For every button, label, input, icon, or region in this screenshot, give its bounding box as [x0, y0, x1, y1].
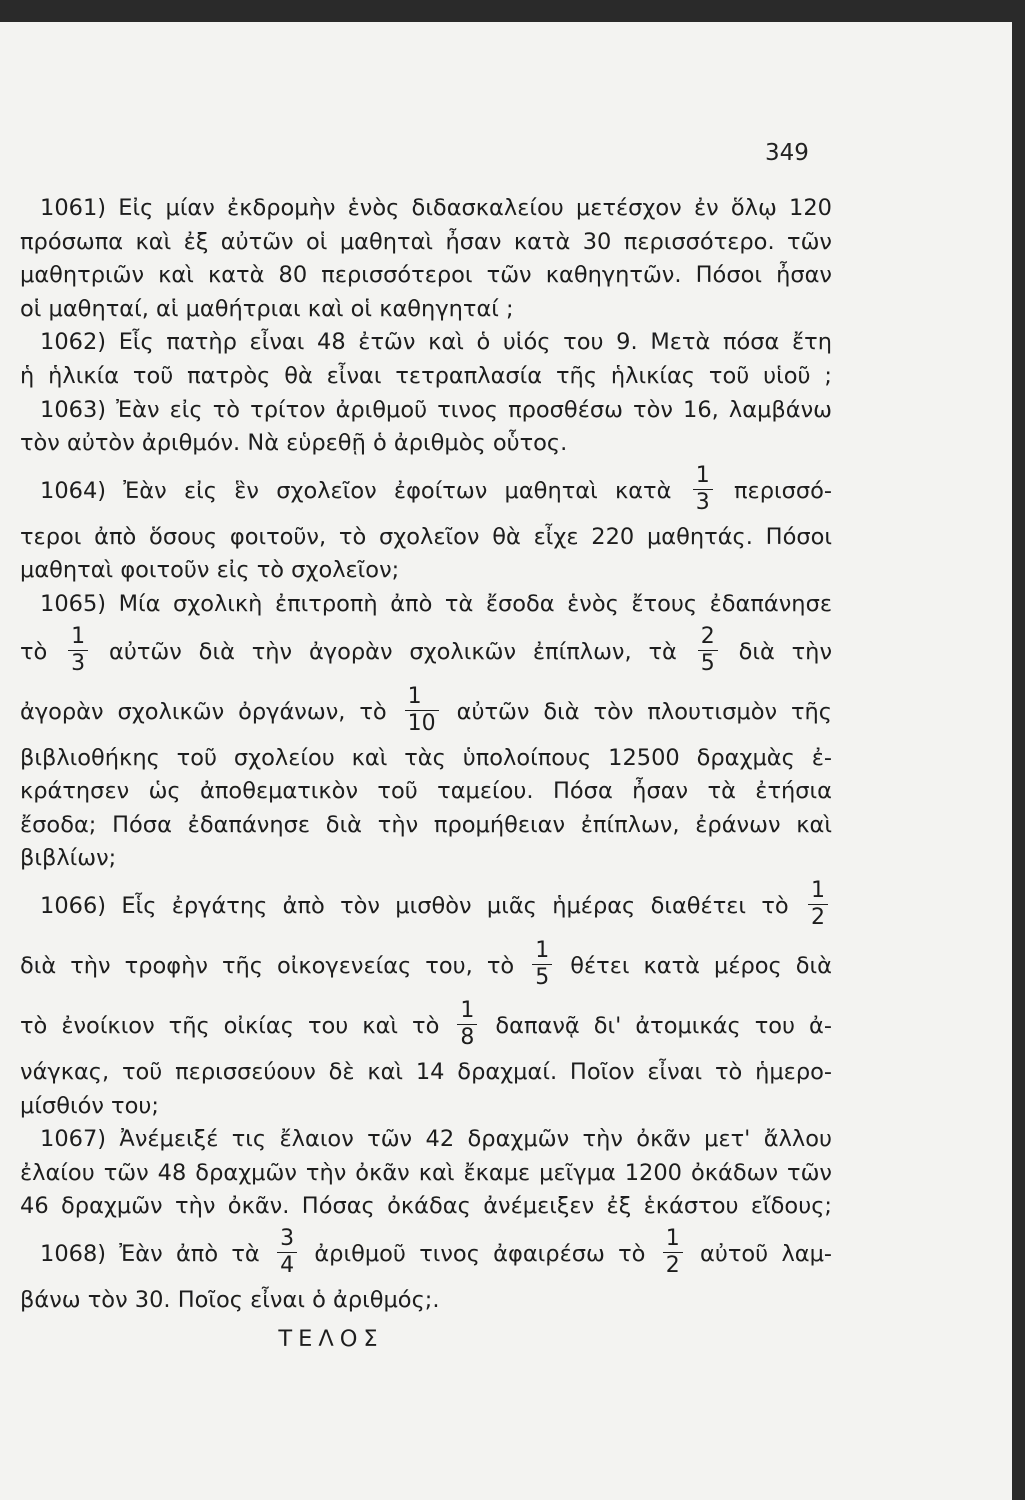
- text-line: [20, 1224, 832, 1284]
- text-segment: περισσό-: [734, 477, 833, 504]
- book-page: [0, 22, 1012, 1500]
- text-line: 46 δραχμῶν τὴν ὀκᾶν. Πόσας ὀκάδας ἀνέμειξεν ἐξ ἑκάστου εἴδους;: [20, 1193, 832, 1220]
- text-segment: αὐτοῦ λαμ-: [700, 1240, 833, 1267]
- text-segment: 1066) Εἷς ἐργάτης ἀπὸ τὸν μισθὸν μιᾶς ἡμέρας διαθέτει τὸ: [40, 892, 789, 919]
- text-line: πρόσωπα καὶ ἐξ αὐτῶν οἱ μαθηταὶ ἦσαν κατὰ 30 περισσότερο. τῶν: [20, 228, 832, 255]
- text-segment: ἀγορὰν σχολικῶν ὀργάνων, τὸ: [20, 698, 387, 725]
- problems-text: [20, 192, 832, 1357]
- text-line: νάγκας, τοῦ περισσεύουν δὲ καὶ 14 δραχμαί. Ποῖον εἶναι τὸ ἡμερο-: [20, 1058, 832, 1085]
- text-segment: 1064) Ἐὰν εἰς ἓν σχολεῖον ἐφοίτων μαθηταὶ κατὰ: [40, 477, 672, 504]
- fraction: [663, 1225, 683, 1278]
- page-number: 349: [765, 140, 809, 166]
- fraction-numerator: 1: [460, 997, 475, 1023]
- fraction-numerator: 2: [700, 623, 715, 649]
- fraction-numerator: 1: [407, 683, 422, 709]
- fraction: [808, 877, 828, 930]
- text-line: [20, 461, 832, 521]
- fraction-denominator: 2: [665, 1252, 680, 1278]
- fraction-numerator: 1: [71, 623, 86, 649]
- text-line: [20, 996, 832, 1056]
- text-segment: 1068) Ἐὰν ἀπὸ τὰ: [40, 1240, 260, 1267]
- text-line: 1063) Ἐὰν εἰς τὸ τρίτον ἀριθμοῦ τινος προσθέσω τὸν 16, λαμβάνω: [40, 396, 832, 423]
- text-line: 1065) Μία σχολικὴ ἐπιτροπὴ ἀπὸ τὰ ἔσοδα ἑνὸς ἔτους ἐδαπάνησε: [40, 590, 832, 617]
- text-segment: δαπανᾷ δι' ἀτομικάς του ἀ-: [495, 1012, 833, 1039]
- text-line: [20, 876, 832, 936]
- fraction-numerator: 1: [811, 877, 826, 903]
- fraction-denominator: 8: [460, 1024, 475, 1050]
- text-segment: θέτει κατὰ μέρος διὰ: [570, 952, 833, 979]
- text-line: ἡ ἡλικία τοῦ πατρὸς θὰ εἶναι τετραπλασία τῆς ἡλικίας τοῦ υἱοῦ ;: [20, 362, 832, 389]
- text-line: [20, 936, 832, 996]
- text-segment: αὐτῶν διὰ τὸν πλουτισμὸν τῆς: [456, 698, 833, 725]
- fraction-denominator: 2: [811, 904, 826, 930]
- text-line: ἔσοδα; Πόσα ἐδαπάνησε διὰ τὴν προμήθειαν ἐπίπλων, ἐράνων καὶ: [20, 811, 832, 838]
- text-line: βάνω τὸν 30. Ποῖος εἶναι ὁ ἀριθμός;.: [20, 1286, 440, 1313]
- text-line: [20, 622, 832, 682]
- text-segment: αὐτῶν διὰ τὴν ἀγορὰν σχολικῶν ἐπίπλων, τὰ: [109, 638, 677, 665]
- text-line: μαθητριῶν καὶ κατὰ 80 περισσότεροι τῶν καθηγητῶν. Πόσοι ἦσαν: [20, 262, 832, 289]
- fraction: [405, 683, 439, 736]
- text-line: κράτησεν ὡς ἀποθεματικὸν τοῦ ταμείου. Πόσα ἦσαν τὰ ἐτήσια: [20, 778, 832, 805]
- text-segment: τὸ: [20, 638, 48, 665]
- text-segment: τὸ ἐνοίκιον τῆς οἰκίας του καὶ τὸ: [20, 1012, 440, 1039]
- fraction: [532, 937, 552, 990]
- text-line: τεροι ἀπὸ ὅσους φοιτοῦν, τὸ σχολεῖον θὰ εἶχε 220 μαθητάς. Πόσοι: [20, 523, 832, 550]
- fraction-denominator: 4: [280, 1252, 295, 1278]
- fraction-denominator: 10: [407, 710, 436, 736]
- fraction: [457, 997, 477, 1050]
- fraction: [693, 462, 713, 515]
- end-title: ΤΕΛΟΣ: [278, 1326, 384, 1353]
- fraction: [698, 623, 718, 676]
- fraction-denominator: 5: [535, 964, 550, 990]
- text-line: 1062) Εἷς πατὴρ εἶναι 48 ἐτῶν καὶ ὁ υἱός του 9. Μετὰ πόσα ἔτη: [40, 329, 832, 356]
- fraction-numerator: 3: [280, 1225, 295, 1251]
- fraction-numerator: 1: [665, 1225, 680, 1251]
- text-line: μίσθιόν του;: [20, 1092, 159, 1119]
- text-segment: διὰ τὴν: [738, 638, 833, 665]
- text-line: 1067) Ἀνέμειξέ τις ἔλαιον τῶν 42 δραχμῶν τὴν ὀκᾶν μετ' ἄλλου: [40, 1126, 832, 1153]
- text-line: [20, 682, 832, 742]
- text-line: βιβλίων;: [20, 845, 117, 872]
- text-line: οἱ μαθηταί, αἱ μαθήτριαι καὶ οἱ καθηγηταί ;: [20, 295, 514, 322]
- fraction-denominator: 3: [695, 489, 710, 515]
- fraction-denominator: 3: [71, 650, 86, 676]
- text-line: τὸν αὐτὸν ἀριθμόν. Νὰ εὑρεθῇ ὁ ἀριθμὸς οὗτος.: [20, 430, 568, 457]
- fraction-numerator: 1: [535, 937, 550, 963]
- fraction-numerator: 1: [695, 462, 710, 488]
- text-segment: διὰ τὴν τροφὴν τῆς οἰκογενείας του, τὸ: [20, 952, 515, 979]
- text-line: 1061) Εἰς μίαν ἐκδρομὴν ἑνὸς διδασκαλείου μετέσχον ἐν ὅλῳ 120: [40, 195, 832, 221]
- fraction: [68, 623, 88, 676]
- text-line: βιβλιοθήκης τοῦ σχολείου καὶ τὰς ὑπολοίπους 12500 δραχμὰς ἐ-: [20, 744, 832, 771]
- fraction: [277, 1225, 297, 1278]
- fraction-denominator: 5: [700, 650, 715, 676]
- text-segment: ἀριθμοῦ τινος ἀφαιρέσω τὸ: [314, 1240, 646, 1267]
- text-line: μαθηταὶ φοιτοῦν εἰς τὸ σχολεῖον;: [20, 557, 400, 584]
- text-line: ἐλαίου τῶν 48 δραχμῶν τὴν ὀκᾶν καὶ ἔκαμε μεῖγμα 1200 ὀκάδων τῶν: [20, 1159, 832, 1186]
